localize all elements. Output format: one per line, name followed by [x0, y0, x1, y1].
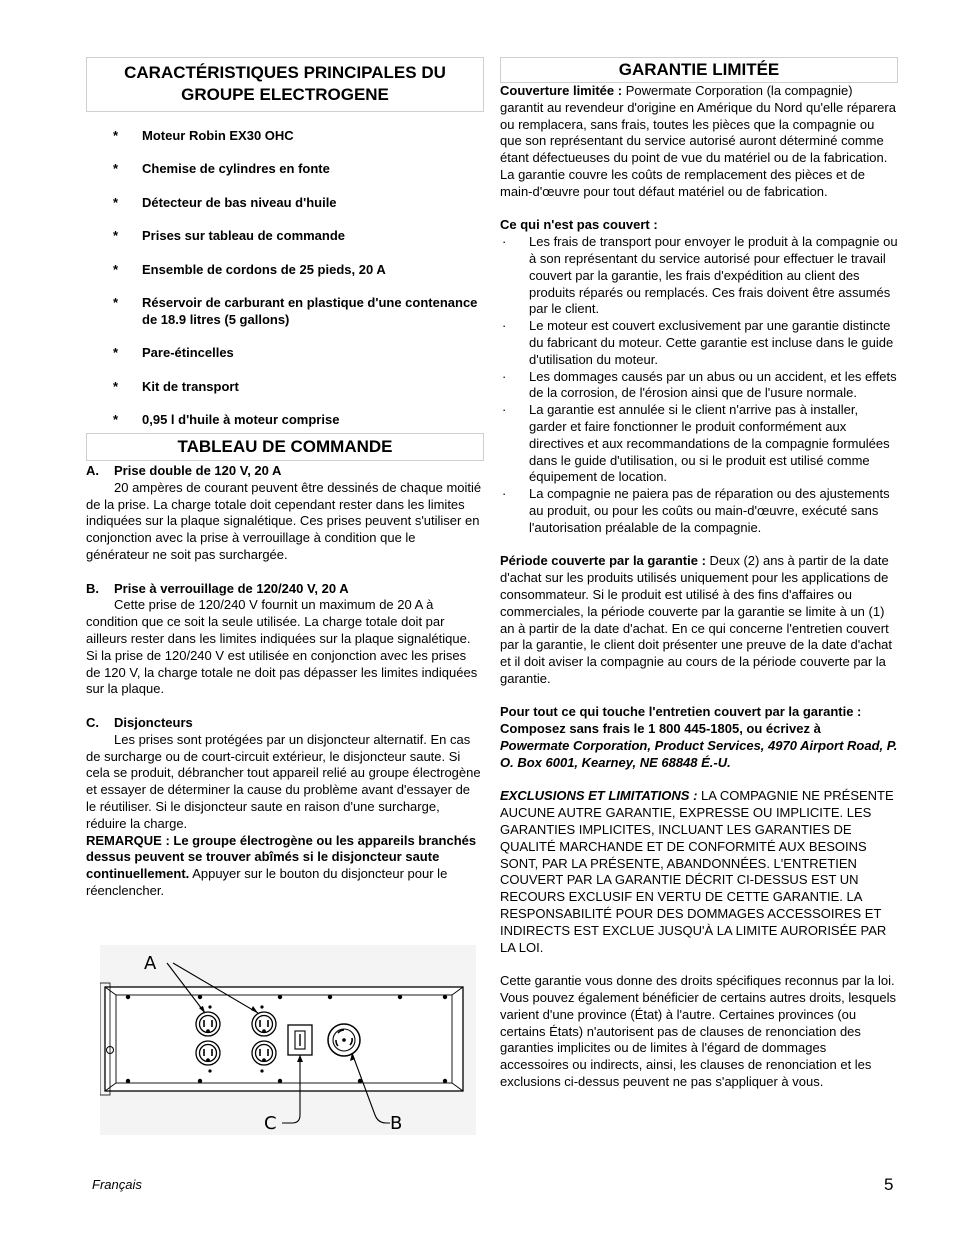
list-item: * Kit de transport: [113, 378, 239, 394]
feature-list: [113, 128, 483, 445]
bullet-star: *: [113, 194, 119, 210]
list-item: * Prises sur tableau de commande: [113, 228, 346, 244]
footer-language: Français: [92, 1177, 142, 1192]
section-b-text: Cette prise de 120/240 V fournit un maximum de 20 A à condition que ce soit la seule utilisée. La charge totale doit par ailleurs rester dans les limites indiquées sur la plaque signalétique. Si la prise de 120/240 V est utilisée en conjonction avec les prises de 120 V, la charge totale ne doit pas dépasser les limites indiquées sur la plaque.: [86, 597, 478, 697]
list-item: · La garantie est annulée si le client n'arrive pas à installer, garder et faire fonctionner le produit conformément aux directives et aux recommandations de la compagnie formulées dans le guide d'utilisation, ou si le produit est utilisé comme équipement de location.: [502, 402, 890, 485]
diagram-label-a: A: [144, 953, 157, 974]
list-item: · Les frais de transport pour envoyer le produit à la compagnie ou à son représentant du service autorisé pour effectuer le travail couvert par la garantie, les frais d'expédition au client des produits réparés ou remplacés. Ces frais doivent être assumés par le client.: [502, 234, 898, 317]
heading-tableau-de-commande: TABLEAU DE COMMANDE: [86, 433, 484, 461]
section-b-title: B. Prise à verrouillage de 120/240 V, 20 A: [86, 580, 349, 596]
tableau-de-commande-body: [86, 463, 482, 900]
list-item: · Le moteur est couvert exclusivement par une garantie distincte du fabricant du moteur. Cette garantie est incluse dans le guide d'utilisation du moteur.: [502, 318, 894, 367]
page-number: 5: [884, 1175, 894, 1194]
control-panel-illustration: [100, 945, 476, 1135]
exclusions-paragraph: EXCLUSIONS ET LIMITATIONS : LA COMPAGNIE NE PRÉSENTE AUCUNE AUTRE GARANTIE, EXPRESSE OU IMPLICITE. LES GARANTIES IMPLICITES, INCLUANT LES GARANTIES DE QUALITÉ MARCHANDE ET DE CONFORMITÉ AUX BESOINS SONT, PAR LA PRÉSENTE, ABANDONNÉES. L'ENTRETIEN COUVERT PAR LA GARANTIE DÉCRIT CI-DESSUS EST UN RECOURS EXCLUSIF EN VERTU DE CETTE GARANTIE. LA RESPONSABILITÉ POUR DES DOMMAGES ACCESSOIRES ET INDIRECTS EST EXCLUE JUSQU'À LA LIMITE AURORISÉE PAR LA LOI.: [500, 788, 894, 955]
control-panel-diagram: [100, 945, 476, 1135]
heading-garantie-limitee: GARANTIE LIMITÉE: [500, 57, 898, 83]
droits-paragraph: Cette garantie vous donne des droits spécifiques reconnus par la loi. Vous pouvez également bénéficier de certains autres droits, lesquels varient d'une province (État) à l'autre. Certaines provinces (ou certains États) n'autorisent pas de clauses de renonciation des garanties implicites ou de limites à l'égard de dommages accessoires ou indirects, ainsi, les clauses de renonciation et les exclusions ci-dessus peuvent ne pas s'appliquer à vous.: [500, 973, 897, 1090]
bullet-star: *: [113, 261, 119, 277]
list-item: * 0,95 l d'huile à moteur comprise: [113, 411, 340, 427]
list-item: * Détecteur de bas niveau d'huile: [113, 194, 337, 210]
couverture-paragraph: Couverture limitée : Powermate Corporation (la compagnie) garantit au revendeur d'origine en Amérique du Nord qu'elle réparera ou remplacera, sans frais, toutes les pièces que la compagnie ou que son représentant du service autorisé auront déterminé comme étant défectueuses du point de vue du matériel ou de la fabrication. La garantie couvre les coûts de remplacement des pièces et de main-d'œuvre pour tout défaut matériel ou de fabrication.: [500, 83, 896, 199]
list-item: * Ensemble de cordons de 25 pieds, 20 A: [113, 261, 386, 277]
garantie-body: [500, 83, 898, 1091]
bullet-star: *: [113, 294, 119, 310]
bullet-star: *: [113, 411, 119, 427]
section-a-text: 20 ampères de courant peuvent être dessinés de chaque moitié de la prise. La charge totale doit cependant rester dans les limites indiquées sur la plaque signalétique. Ces prises peuvent s'utiliser en conjonction avec la prise à verrouillage à condition que le générateur ne soit pas surchargée.: [86, 479, 482, 562]
periode-paragraph: Période couverte par la garantie : Deux (2) ans à partir de la date d'achat sur les produits utilisés uniquement pour les applications de consommateur. Si le produit est utilisé à des fins d'affaires ou commerciales, la période couverte par la garantie se limite à un (1) an à partir de la date d'achat. En ce qui concerne l'entretien couvert par la garantie, le client doit présenter une preuve de la date d'achat et il doit aviser la compagnie au cours de la période couverte par la garantie.: [500, 553, 893, 686]
bullet-star: *: [113, 345, 119, 361]
list-item: · La compagnie ne paiera pas de réparation ou des ajustements au produit, ou pour les coûts ou main-d'œuvre, exécuté sans l'autorisation préalable de la compagnie.: [502, 486, 890, 535]
entretien-paragraph: Pour tout ce qui touche l'entretien couvert par la garantie : Composez sans frais le 1 800 445-1805, ou écrivez à Powermate Corporation, Product Services, 4970 Airport Road, P. O. Box 6001, Kearney, NE 68848 É.-U.: [500, 704, 898, 770]
list-item: * Moteur Robin EX30 OHC: [113, 128, 294, 143]
heading-caracteristiques: CARACTÉRISTIQUES PRINCIPALES DU GROUPE ELECTROGENE: [86, 57, 484, 112]
bullet-star: *: [113, 128, 119, 143]
diagram-label-b: B: [390, 1113, 403, 1134]
non-couvert-heading: Ce qui n'est pas couvert :: [500, 217, 658, 233]
bullet-star: *: [113, 161, 119, 177]
section-a-title: A. Prise double de 120 V, 20 A: [86, 463, 282, 478]
list-item: * Pare-étincelles: [113, 345, 234, 361]
bullet-star: *: [113, 228, 119, 244]
section-c-text: Les prises sont protégées par un disjoncteur alternatif. En cas de surcharge ou de court-circuit extérieur, le disjoncteur saute. Si cela se produit, débrancher tout appareil relié au groupe électrogène et essayer de déterminer la cause du problème avant d'essayer de le réutiliser. Si le disjoncteur saute en raison d'une surcharge, réduire la charge.: [86, 731, 481, 831]
section-c-title: C. Disjoncteurs: [86, 714, 193, 730]
diagram-label-c: C: [264, 1113, 277, 1134]
bullet-star: *: [113, 378, 119, 394]
list-item: · Les dommages causés par un abus ou un accident, et les effets de la corrosion, de l'érosion ainsi que de l'usure normale.: [502, 368, 897, 401]
list-item: * Chemise de cylindres en fonte: [113, 161, 330, 177]
list-item: * Réservoir de carburant en plastique d'une contenance de 18.9 litres (5 gallons): [113, 294, 478, 327]
remarque: REMARQUE : Le groupe électrogène ou les appareils branchés dessus peuvent se trouver abîmés si le disjoncteur saute continuellement. Appuyer sur le bouton du disjoncteur pour le réenclencher.: [86, 832, 477, 898]
